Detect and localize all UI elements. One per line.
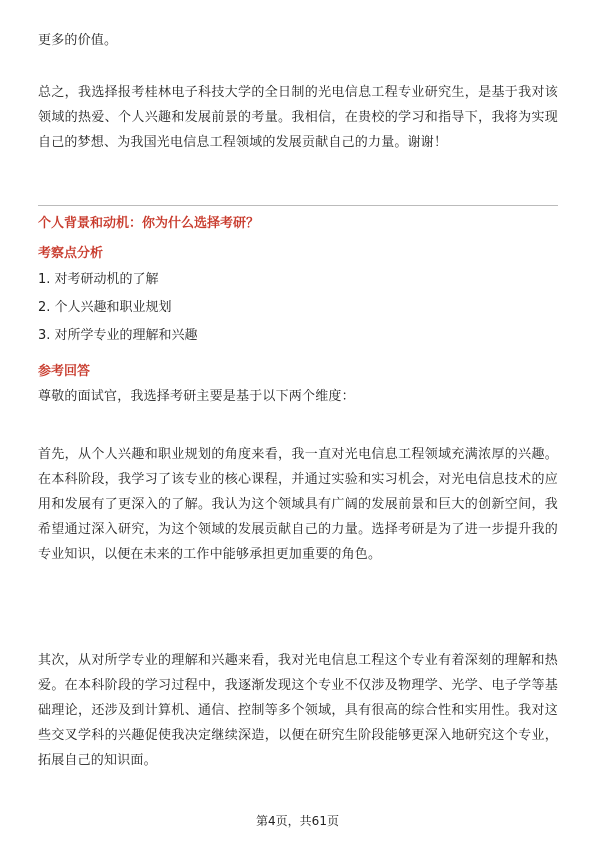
answer-intro: 尊敬的面试官，我选择考研主要是基于以下两个维度： [38,389,355,404]
continued-paragraph: 更多的价值。 [38,33,118,48]
analysis-point: 3. 对所学专业的理解和兴趣 [38,328,198,343]
conclusion-paragraph: 总之，我选择报考桂林电子科技大学的全日制的光电信息工程专业研究生，是基于我对该领域的热爱、个人兴趣和发展前景的考量。我相信，在贵校的学习和指导下，我将为实现自己的梦想、为我国光电信息工程领域的发展贡献自己的力量。谢谢！ [38,85,558,150]
page-number: 第4页，共61页 [256,814,339,828]
answer-paragraph-1: 首先，从个人兴趣和职业规划的角度来看，我一直对光电信息工程领域充满浓厚的兴趣。在本科阶段，我学习了该专业的核心课程，并通过实验和实习机会，对光电信息技术的应用和发展有了更深入的了解。我认为这个领域具有广阔的发展前景和巨大的创新空间，我希望通过深入研究，为这个领域的发展贡献自己的力量。选择考研是为了进一步提升我的专业知识，以便在未来的工作中能够承担更加重要的角色。 [38,447,558,562]
analysis-point: 2. 个人兴趣和职业规划 [38,300,172,315]
analysis-heading: 考察点分析 [38,246,104,261]
answer-heading: 参考回答 [38,364,91,379]
analysis-point: 1. 对考研动机的了解 [38,272,159,287]
question-heading: 个人背景和动机：你为什么选择考研？ [38,216,260,231]
section-divider [38,205,558,206]
answer-paragraph-2: 其次，从对所学专业的理解和兴趣来看，我对光电信息工程这个专业有着深刻的理解和热爱。在本科阶段的学习过程中，我逐渐发现这个专业不仅涉及物理学、光学、电子学等基础理论，还涉及到计算机、通信、控制等多个领域，具有很高的综合性和实用性。我对这些交叉学科的兴趣促使我决定继续深造，以便在研究生阶段能够更深入地研究这个专业，拓展自己的知识面。 [38,653,558,768]
